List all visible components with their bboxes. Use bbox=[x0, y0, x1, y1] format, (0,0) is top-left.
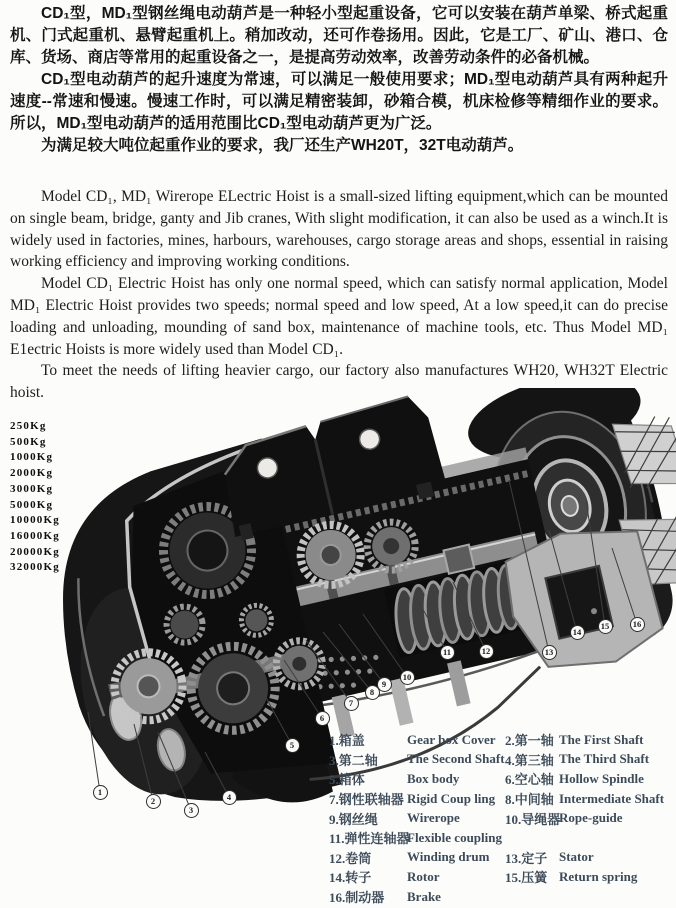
en-paragraph-2: Model CD₁ Electric Hoist has only one normal speed, which can satisfy normal application, Model MD₁ Electric Hoist provides two speeds; normal speed and low speed, At a low speed,it can do precise loading and unloading, mounding of sand box, maintenance of machine tools, etc. Thus Model MD₁ E1ectric Hoists is more widely used than Model CD₁. bbox=[10, 275, 668, 358]
legend-row bbox=[329, 887, 673, 907]
legend-en: Gear box Cover bbox=[407, 731, 496, 747]
callout-2: 2 bbox=[146, 794, 161, 809]
zh-paragraph-3: 为满足较大吨位起重作业的要求，我厂还生产WH20T，32T电动葫芦。 bbox=[41, 137, 524, 154]
legend-zh: 4.第三轴 bbox=[505, 752, 554, 768]
legend-zh: 10.导绳器 bbox=[505, 811, 561, 827]
legend-en: Intermediate Shaft bbox=[559, 790, 665, 806]
legend-zh: 9.钢丝绳 bbox=[329, 811, 378, 827]
legend-zh: 12.卷筒 bbox=[329, 850, 372, 866]
en-paragraph-3: To meet the needs of lifting heavier cargo, our factory also manufactures WH20, WH32T Electric hoist. bbox=[10, 362, 668, 402]
legend-en: Rigid Coup ling bbox=[407, 790, 496, 806]
legend-zh: 1.箱盖 bbox=[329, 733, 365, 749]
legend-en: Box body bbox=[407, 770, 460, 786]
legend-en: Flexible coupling bbox=[407, 829, 502, 845]
legend-row bbox=[329, 848, 673, 868]
callout-13: 13 bbox=[542, 645, 557, 660]
legend-en: Winding drum bbox=[407, 849, 490, 865]
legend-en: Hollow Spindle bbox=[559, 770, 644, 786]
capacity-label: 1000Kg bbox=[10, 451, 54, 464]
capacity-label: 16000Kg bbox=[10, 529, 60, 542]
callout-6: 6 bbox=[315, 711, 330, 726]
legend-en: Return spring bbox=[559, 868, 638, 884]
capacity-label: 10000Kg bbox=[10, 514, 60, 527]
legend-row bbox=[329, 789, 673, 809]
capacity-label: 5000Kg bbox=[10, 498, 54, 511]
legend-row bbox=[329, 867, 673, 887]
legend-zh: 5.箱体 bbox=[329, 772, 365, 788]
legend-zh: 3.第二轴 bbox=[329, 752, 378, 768]
callout-7: 7 bbox=[344, 696, 359, 711]
legend-en: Rope-guide bbox=[559, 810, 623, 826]
legend-zh: 6.空心轴 bbox=[505, 772, 554, 788]
legend-row bbox=[329, 808, 673, 828]
legend-en: Stator bbox=[559, 849, 594, 865]
callout-5: 5 bbox=[285, 738, 300, 753]
legend-en: The Third Shaft bbox=[559, 751, 650, 767]
callout-14: 14 bbox=[570, 625, 585, 640]
legend-row bbox=[329, 828, 673, 848]
parts-legend bbox=[329, 730, 673, 906]
capacity-label: 3000Kg bbox=[10, 482, 54, 495]
legend-en: Rotor bbox=[407, 868, 440, 884]
callout-15: 15 bbox=[598, 619, 613, 634]
callout-16: 16 bbox=[630, 617, 645, 632]
legend-zh: 16.制动器 bbox=[329, 890, 385, 906]
chinese-intro-section bbox=[10, 3, 668, 157]
legend-en: The First Shaft bbox=[559, 731, 644, 747]
legend-zh: 7.钢性联轴器 bbox=[329, 792, 404, 808]
callout-9: 9 bbox=[377, 677, 392, 692]
callout-4: 4 bbox=[222, 790, 237, 805]
legend-row bbox=[329, 730, 673, 750]
legend-zh: 8.中间轴 bbox=[505, 792, 554, 808]
legend-zh: 2.第一轴 bbox=[505, 733, 554, 749]
legend-en: Wirerope bbox=[407, 810, 460, 826]
legend-row bbox=[329, 750, 673, 770]
legend-en: The Second Shaft bbox=[407, 751, 505, 767]
legend-zh: 11.弹性连轴器 bbox=[329, 831, 410, 847]
callout-1: 1 bbox=[93, 785, 108, 800]
zh-paragraph-1: CD₁型，MD₁型钢丝绳电动葫芦是一种轻小型起重设备，它可以安装在葫芦单梁、桥式起重机、门式起重机、悬臂起重机上。稍加改动，还可作卷扬用。因此，它是工厂、矿山、港口、仓库、货场、商店等常用的起重设备之一，是提高劳动效率，改善劳动条件的必备机械。 bbox=[10, 5, 668, 66]
legend-en: Brake bbox=[407, 888, 441, 904]
legend-zh: 14.转子 bbox=[329, 870, 372, 886]
callout-11: 11 bbox=[440, 645, 455, 660]
legend-zh: 15.压簧 bbox=[505, 870, 548, 886]
callout-12: 12 bbox=[479, 644, 494, 659]
capacity-label: 250Kg bbox=[10, 420, 47, 432]
capacity-label: 32000Kg bbox=[10, 561, 60, 574]
capacity-label: 2000Kg bbox=[10, 467, 54, 480]
english-intro-section bbox=[10, 186, 668, 404]
capacity-list bbox=[10, 419, 80, 576]
legend-row bbox=[329, 769, 673, 789]
callout-10: 10 bbox=[400, 670, 415, 685]
legend-zh: 13.定子 bbox=[505, 850, 548, 866]
callout-8: 8 bbox=[365, 685, 380, 700]
zh-paragraph-2: CD₁型电动葫芦的起升速度为常速，可以满足一般使用要求；MD₁型电动葫芦具有两种起升速度--常速和慢速。慢速工作时，可以满足精密装卸，砂箱合模，机床检修等精细作业的要求。所以，MD₁型电动葫芦的适用范围比CD₁型电动葫芦更为广泛。 bbox=[10, 71, 668, 132]
en-paragraph-1: Model CD₁, MD₁ Wirerope ELectric Hoist is a small-sized lifting equipment,which can be mounted on single beam, bridge, ganty and Jib cranes, With slight modification, it can also be used as a winch.It is widely used in factories, mines, harbours, warehouses, cargo storage areas and shops, essential in raising working efficiency and improving working conditions. bbox=[10, 188, 668, 271]
capacity-label: 20000Kg bbox=[10, 545, 60, 558]
callout-3: 3 bbox=[184, 803, 199, 818]
capacity-label: 500Kg bbox=[10, 435, 47, 448]
